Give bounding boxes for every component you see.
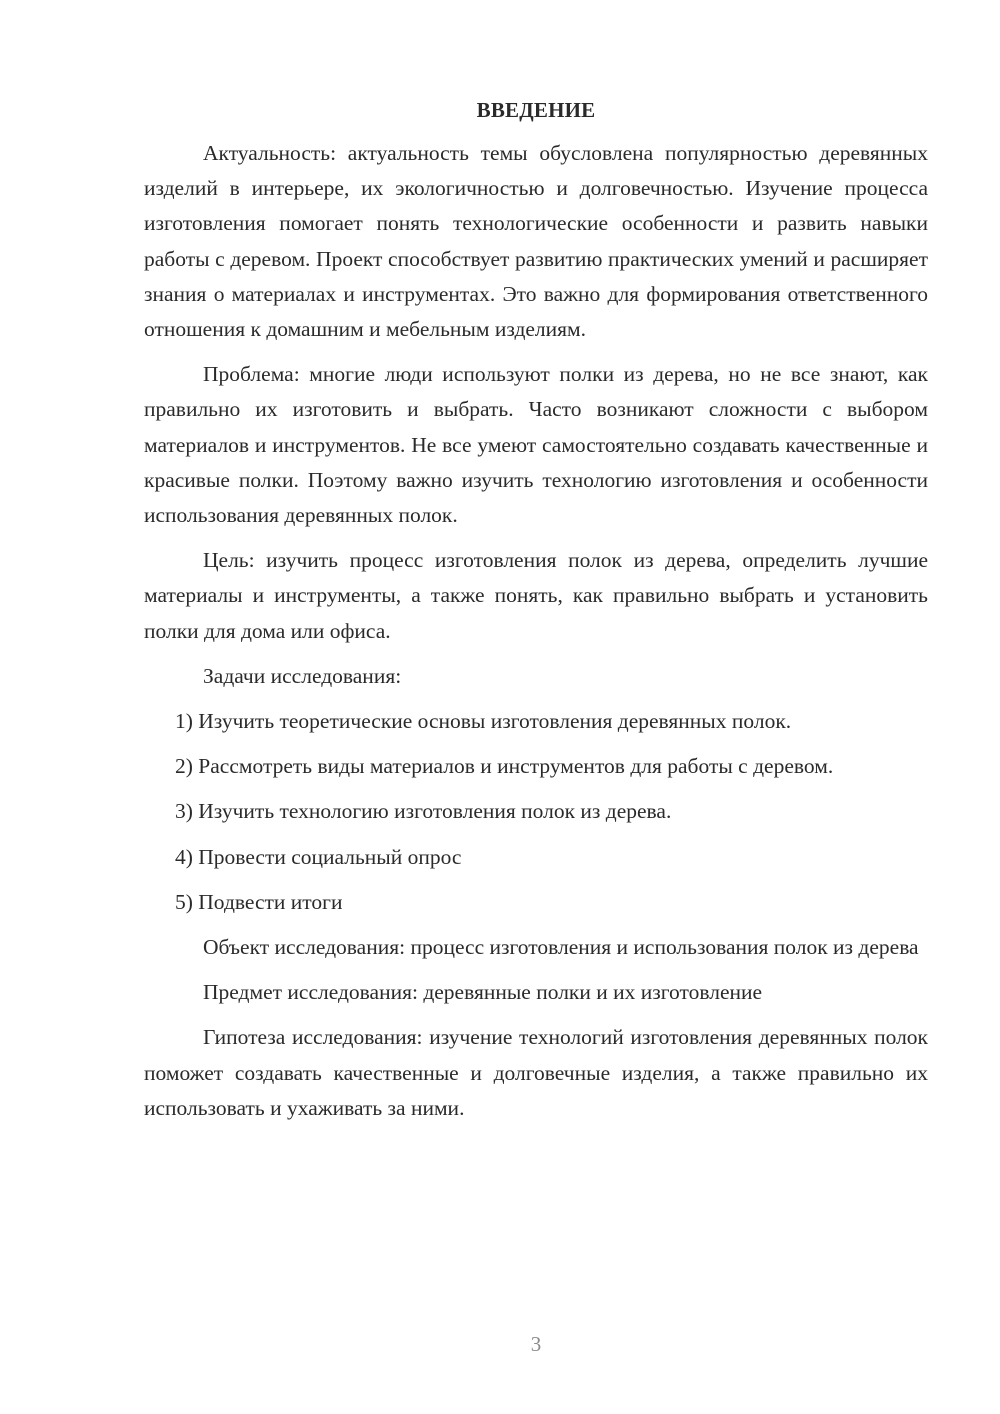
task-item-2: 2) Рассмотреть виды материалов и инструментов для работы с деревом. [175, 754, 834, 779]
paragraph-problem: Проблема: многие люди используют полки из дерева, но не все знают, как правильно их изготовить и выбрать. Часто возникают сложности с выбором материалов и инструментов. Не все умеют самостоятельно создавать качественные и красивые полки. Поэтому важно изучить технологию изготовления и особенности использования деревянных полок. [144, 362, 928, 528]
paragraph-relevance: Актуальность: актуальность темы обусловлена популярностью деревянных изделий в интерьере, их экологичностью и долговечностью. Изучение процесса изготовления помогает понять технологические особенности и развить навыки работы с деревом. Проект способствует развитию практических умений и расширяет знания о материалах и инструментах. Это важно для формирования ответственного отношения к домашним и мебельным изделиям. [144, 141, 928, 342]
page-number: 3 [530, 1332, 542, 1356]
task-item-1: 1) Изучить теоретические основы изготовления деревянных полок. [175, 709, 792, 734]
task-item-5: 5) Подвести итоги [175, 889, 343, 914]
paragraph-object: Объект исследования: процесс изготовления и использования полок из дерева [203, 935, 919, 960]
paragraph-goal: Цель: изучить процесс изготовления полок из дерева, определить лучшие материалы и инструменты, а также понять, как правильно выбрать и установить полки для дома или офиса. [144, 548, 928, 643]
tasks-heading: Задачи исследования: [203, 663, 402, 688]
task-item-4: 4) Провести социальный опрос [175, 844, 462, 869]
paragraph-subject: Предмет исследования: деревянные полки и их изготовление [203, 980, 763, 1005]
task-item-3: 3) Изучить технологию изготовления полок из дерева. [175, 799, 672, 824]
section-title: ВВЕДЕНИЕ [476, 98, 596, 122]
page-content [144, 92, 928, 1136]
paragraph-hypothesis: Гипотеза исследования: изучение технологий изготовления деревянных полок поможет создавать качественные и долговечные изделия, а также правильно их использовать и ухаживать за ними. [144, 1025, 928, 1120]
